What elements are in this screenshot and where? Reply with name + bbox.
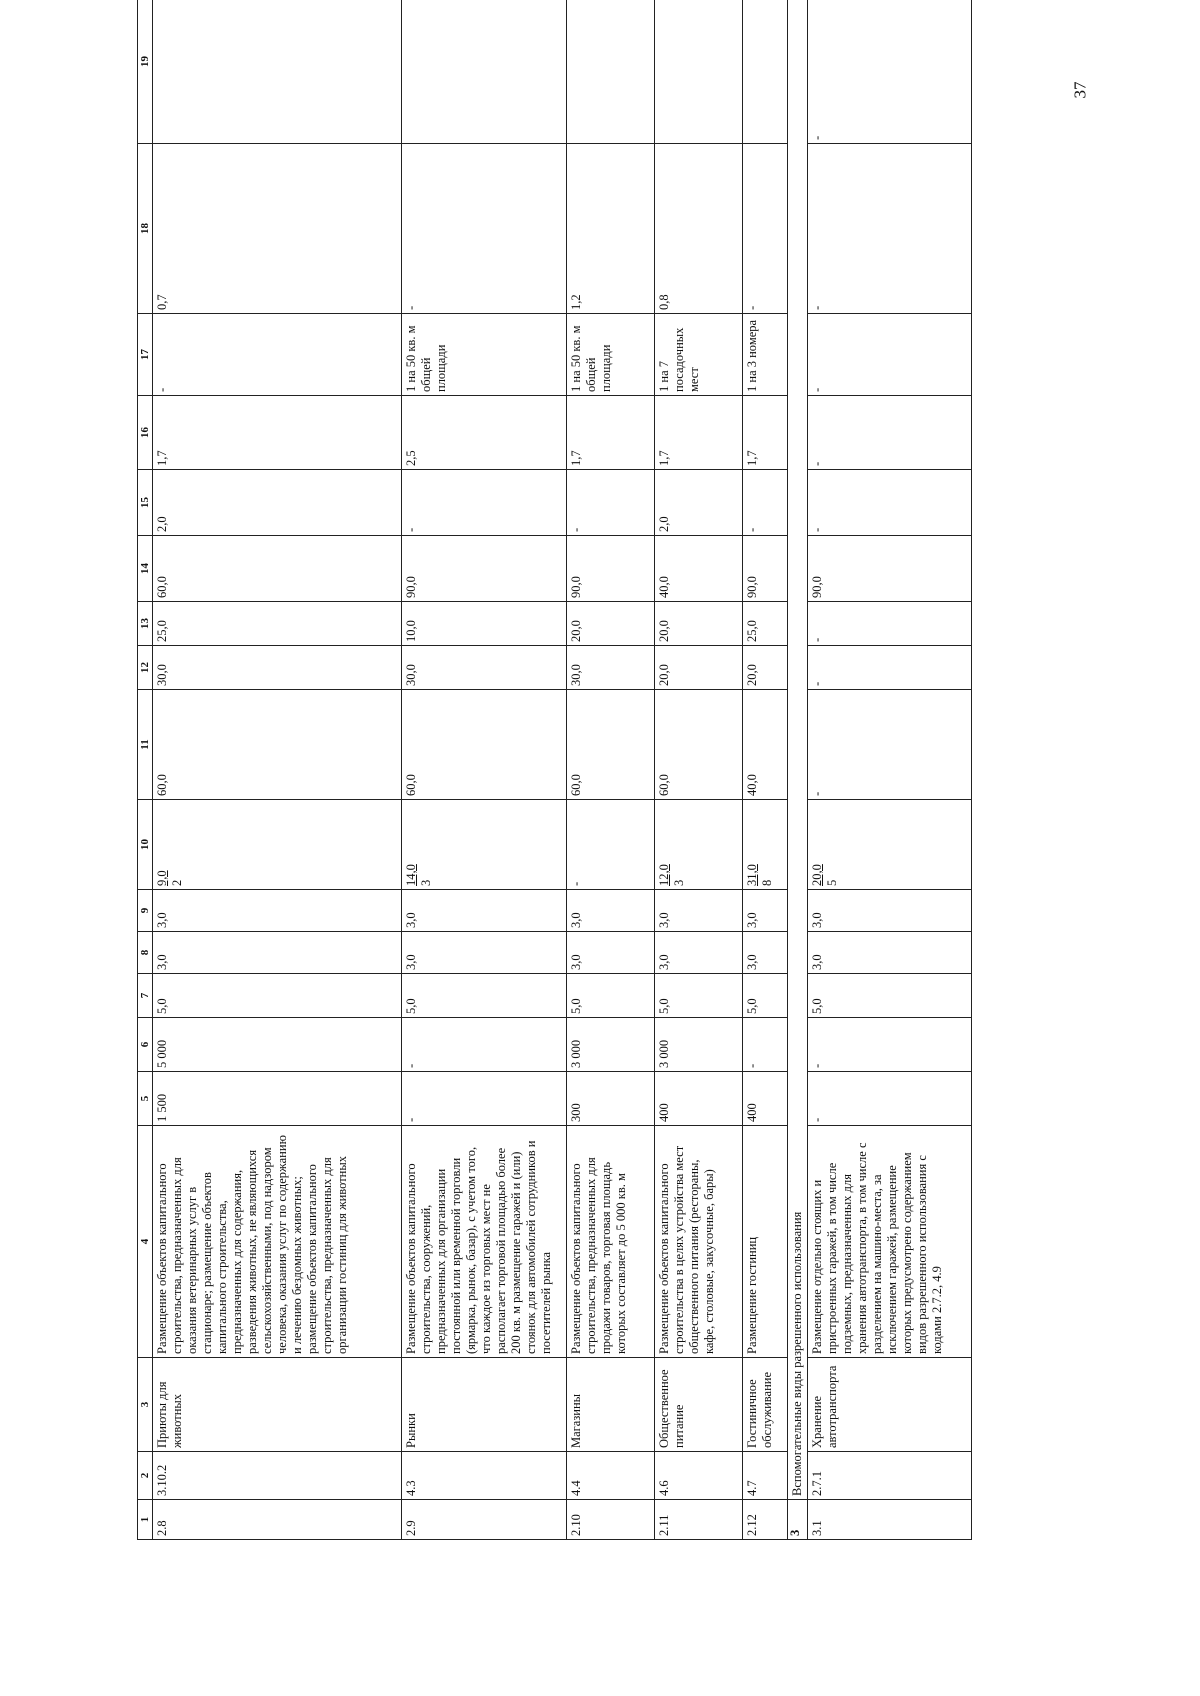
cell-c12: 30,0 (567, 646, 655, 690)
col-header: 11 (138, 690, 153, 800)
cell-c11: - (808, 690, 972, 800)
cell-c14: 90,0 (808, 536, 972, 602)
cell-c12: 20,0 (655, 646, 743, 690)
cell-c11: 60,0 (402, 690, 567, 800)
cell-row-number: 2.10 (567, 1500, 655, 1540)
cell-c14: 90,0 (402, 536, 567, 602)
cell-c13: 20,0 (567, 602, 655, 646)
cell-c9: 3,0 (743, 890, 788, 932)
col-header: 17 (138, 314, 153, 396)
cell-code: 3.10.2 (153, 1452, 402, 1500)
col-header: 13 (138, 602, 153, 646)
cell-c19 (153, 0, 402, 144)
cell-height-floors (808, 800, 972, 890)
zoning-parameters-table (137, 0, 972, 1540)
cell-min-area: - (808, 1072, 972, 1126)
cell-description: Размещение объектов капитального строительства, предназначенных для оказания ветеринарных услуг в стационаре; размещение объектов капитального строительства, предназначенных для содержания, разведения животных, не являющихся сельскохозяйственными, под надзором человека, оказания услуг по содержанию и лечению бездомных животных; размещение объектов капитального строительства, предназначенных для организации гостиниц для животных (153, 1126, 402, 1358)
col-header: 6 (138, 1018, 153, 1072)
cell-c12: - (808, 646, 972, 690)
cell-height-floors (567, 800, 655, 890)
cell-c8: 3,0 (567, 932, 655, 974)
cell-description: Размещение отдельно стоящих и пристроенных гаражей, в том числе подземных, предназначенных для хранения автотранспорта, в том числе с разделением на машино-места, за исключением гаражей, размещение которых предусмотрено содержанием видов разрешенного использования с кодами 2.7.2, 4.9 (808, 1126, 972, 1358)
cell-c8: 3,0 (655, 932, 743, 974)
cell-code: 4.4 (567, 1452, 655, 1500)
floors-value: 2 (170, 879, 184, 886)
cell-height-floors (153, 800, 402, 890)
table-row (808, 0, 972, 1540)
col-header: 5 (138, 1072, 153, 1126)
section-number: 3 (788, 1500, 808, 1540)
cell-c18: - (743, 144, 788, 314)
floors-value: 3 (419, 879, 433, 886)
cell-c8: 3,0 (808, 932, 972, 974)
cell-c9: 3,0 (655, 890, 743, 932)
cell-min-area: 400 (655, 1072, 743, 1126)
cell-use-name: Магазины (567, 1358, 655, 1452)
cell-max-area: - (808, 1018, 972, 1072)
section-row (788, 0, 808, 1540)
cell-min-area: 300 (567, 1072, 655, 1126)
cell-c7: 5,0 (567, 974, 655, 1018)
cell-parking: 1 на 50 кв. м общей площади (567, 314, 655, 396)
cell-code: 4.7 (743, 1452, 788, 1500)
cell-c8: 3,0 (153, 932, 402, 974)
cell-use-name: Приюты для животных (153, 1358, 402, 1452)
cell-c7: 5,0 (402, 974, 567, 1018)
cell-c16: 2,5 (402, 396, 567, 470)
cell-parking: 1 на 50 кв. м общей площади (402, 314, 567, 396)
cell-c16: 1,7 (655, 396, 743, 470)
col-header: 19 (138, 0, 153, 144)
cell-min-area: 400 (743, 1072, 788, 1126)
height-value: 12,0 (657, 864, 671, 886)
cell-c15: - (567, 470, 655, 536)
cell-c19 (743, 0, 788, 144)
cell-c19: - (808, 0, 972, 144)
cell-row-number: 2.8 (153, 1500, 402, 1540)
cell-max-area: 5 000 (153, 1018, 402, 1072)
cell-parking: 1 на 7 посадочных мест (655, 314, 743, 396)
cell-c15: 2,0 (655, 470, 743, 536)
cell-c18: - (402, 144, 567, 314)
cell-c12: 30,0 (153, 646, 402, 690)
col-header: 9 (138, 890, 153, 932)
col-header: 15 (138, 470, 153, 536)
height-value: 31,0 (745, 864, 759, 886)
cell-c18: 0,8 (655, 144, 743, 314)
cell-c9: 3,0 (808, 890, 972, 932)
col-header: 1 (138, 1500, 153, 1540)
cell-c16: - (808, 396, 972, 470)
floors-value: 3 (672, 879, 686, 886)
cell-description: Размещение объектов капитального строительства в целях устройства мест общественного питания (рестораны, кафе, столовые, закусочные, бары) (655, 1126, 743, 1358)
cell-c19 (655, 0, 743, 144)
cell-c7: 5,0 (743, 974, 788, 1018)
cell-c16: 1,7 (743, 396, 788, 470)
col-header: 12 (138, 646, 153, 690)
cell-min-area: - (402, 1072, 567, 1126)
height-value: 9,0 (155, 870, 169, 886)
cell-max-area: - (743, 1018, 788, 1072)
cell-c16: 1,7 (567, 396, 655, 470)
cell-row-number: 3.1 (808, 1500, 972, 1540)
cell-c13: 25,0 (153, 602, 402, 646)
cell-parking: - (808, 314, 972, 396)
cell-c18: 0,7 (153, 144, 402, 314)
cell-c13: - (808, 602, 972, 646)
col-header: 14 (138, 536, 153, 602)
floors-value: 8 (760, 879, 774, 886)
cell-max-area: 3 000 (567, 1018, 655, 1072)
cell-max-area: 3 000 (655, 1018, 743, 1072)
height-value: - (569, 881, 583, 886)
cell-description: Размещение гостиниц (743, 1126, 788, 1358)
cell-c14: 40,0 (655, 536, 743, 602)
cell-c14: 90,0 (743, 536, 788, 602)
floors-value: 5 (825, 879, 839, 886)
table-row (743, 0, 788, 1540)
height-value: 20,0 (810, 864, 824, 886)
cell-c13: 25,0 (743, 602, 788, 646)
cell-use-name: Гостиничное обслуживание (743, 1358, 788, 1452)
table-row (402, 0, 567, 1540)
rotated-table-container (137, 56, 1017, 1540)
col-header: 18 (138, 144, 153, 314)
cell-code: 2.7.1 (808, 1452, 972, 1500)
cell-row-number: 2.9 (402, 1500, 567, 1540)
col-header: 3 (138, 1358, 153, 1452)
col-header: 10 (138, 800, 153, 890)
cell-use-name: Общественное питание (655, 1358, 743, 1452)
cell-max-area: - (402, 1018, 567, 1072)
cell-c7: 5,0 (153, 974, 402, 1018)
cell-c13: 20,0 (655, 602, 743, 646)
col-header: 4 (138, 1126, 153, 1358)
cell-c11: 60,0 (655, 690, 743, 800)
height-value: 14,0 (404, 864, 418, 886)
cell-height-floors (402, 800, 567, 890)
cell-c15: - (402, 470, 567, 536)
cell-description: Размещение объектов капитального строительства, предназначенных для продажи товаров, торговая площадь которых составляет до 5 000 кв. м (567, 1126, 655, 1358)
cell-c7: 5,0 (808, 974, 972, 1018)
cell-code: 4.6 (655, 1452, 743, 1500)
cell-c9: 3,0 (402, 890, 567, 932)
col-header: 16 (138, 396, 153, 470)
page-number: 37 (1070, 81, 1090, 99)
cell-c14: 90,0 (567, 536, 655, 602)
cell-c9: 3,0 (153, 890, 402, 932)
col-header: 7 (138, 974, 153, 1018)
cell-code: 4.3 (402, 1452, 567, 1500)
cell-c8: 3,0 (402, 932, 567, 974)
cell-c9: 3,0 (567, 890, 655, 932)
section-title: Вспомогательные виды разрешенного использования (788, 0, 808, 1500)
cell-c11: 60,0 (567, 690, 655, 800)
cell-row-number: 2.12 (743, 1500, 788, 1540)
cell-row-number: 2.11 (655, 1500, 743, 1540)
cell-c11: 40,0 (743, 690, 788, 800)
cell-height-floors (743, 800, 788, 890)
col-header: 8 (138, 932, 153, 974)
col-header: 2 (138, 1452, 153, 1500)
table-row (153, 0, 402, 1540)
cell-c8: 3,0 (743, 932, 788, 974)
cell-c18: - (808, 144, 972, 314)
cell-min-area: 1 500 (153, 1072, 402, 1126)
cell-c19 (402, 0, 567, 144)
cell-parking: 1 на 3 номера (743, 314, 788, 396)
cell-c7: 5,0 (655, 974, 743, 1018)
cell-use-name: Хранение автотранспорта (808, 1358, 972, 1452)
cell-c12: 30,0 (402, 646, 567, 690)
cell-parking: - (153, 314, 402, 396)
header-row (138, 0, 153, 1540)
cell-height-floors (655, 800, 743, 890)
cell-c14: 60,0 (153, 536, 402, 602)
cell-description: Размещение объектов капитального строительства, сооружений, предназначенных для организации постоянной или временной торговли (ярмарка, рынок, базар), с учетом того, что каждое из торговых мест не располагает торговой площадью более 200 кв. м размещение гаражей и (или) стоянок для автомобилей сотрудников и посетителей рынка (402, 1126, 567, 1358)
cell-c15: - (808, 470, 972, 536)
table-row (567, 0, 655, 1540)
cell-c11: 60,0 (153, 690, 402, 800)
cell-c19 (567, 0, 655, 144)
cell-c12: 20,0 (743, 646, 788, 690)
cell-c16: 1,7 (153, 396, 402, 470)
table-row (655, 0, 743, 1540)
cell-c15: 2,0 (153, 470, 402, 536)
cell-c15: - (743, 470, 788, 536)
cell-c18: 1,2 (567, 144, 655, 314)
cell-c13: 10,0 (402, 602, 567, 646)
cell-use-name: Рынки (402, 1358, 567, 1452)
